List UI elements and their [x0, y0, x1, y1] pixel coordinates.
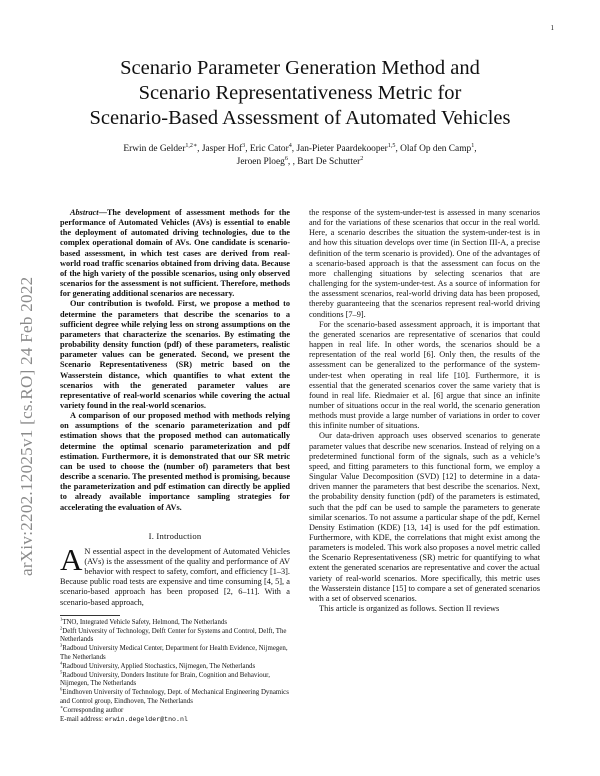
intro-paragraph: A N essential aspect in the development of Automated Vehicles (AVs) is the assessment of the quality and performance of AV behavior with respect to safety, comfort, and efficiency [1–3]. Because public road tests are expensive and time consuming [4, 5], a scenario-based approach has been proposed [2, 6–11]. With a scenario-based approach,	[60, 541, 290, 607]
affiliation: $^1$TNO, Integrated Vehicle Safety, Helmond, The Netherlands	[60, 616, 228, 626]
abstract-paragraph: Abstract—The development of assessment methods for the performance of Automated Vehicles (AVs) is essential to enable the deployment of automated driving technologies, due to the complex operational domain of AVs. One candidate is scenario-based assessment, in which test cases are derived from real-world road traffic scenarios obtained from driving data. Because of the high variety of the possible scenarios, using only observed scenarios for the assessment is not sufficient. Therefore, methods for generating additional scenarios are necessary.	[60, 208, 290, 299]
footnote-rule	[60, 615, 120, 616]
body-paragraph: Our data-driven approach uses observed scenarios to generate parameter values that describe new scenarios. Instead of relying on a predetermined functional form of the signals, such as a vehicle’s speed, and fitting parameters to this functional form, we employ a Singular Value Decomposition (SVD) [12] to determine in a data-driven manner the parameters that best describe the scenarios. Next, the probability density function (pdf) of the parameters is estimated, such that the pdf can be used to sample the parameters to generate similar scenarios. To not assume a particular shape of the pdf, Kernel Density Estimation (KDE) [13, 14] is used for the pdf estimation. Furthermore, with KDE, the correlations that might exist among the parameters is modeled. This work also proposes a novel metric called the Scenario Representativeness (SR) metric for quantifying to what extent the generated scenarios are representative and cover the actual variety of real-world scenarios. More specifically, this metric uses the Wasserstein distance [15] to compare a set of generated scenarios with a set of observed scenarios.	[309, 431, 540, 603]
title-line: Scenario Parameter Generation Method and	[120, 57, 480, 79]
author-list: Erwin de Gelder$^{1,2∗}$, Jasper Hof$^3$, Eric Cator$^4$, Jan-Pieter Paardekooper$^{1,5}$, Olaf Op den Camp$^1$, Jeroen Ploeg$^6$, , Bart De Schutter$^2$	[123, 142, 477, 167]
affiliations	[60, 616, 290, 725]
paper-title	[40, 56, 560, 131]
affiliation: ∗Corresponding author	[60, 704, 124, 714]
page-number: 1	[550, 24, 554, 32]
abstract-label: Abstract	[70, 208, 99, 217]
affiliation: $^2$Delft University of Technology, Delft Center for Systems and Control, Delft, The Netherlands	[60, 625, 287, 644]
author: Jeroen Ploeg$^6$,	[236, 155, 293, 167]
right-column	[309, 208, 540, 614]
title-line: Scenario-Based Assessment of Automated Vehicles	[89, 107, 511, 129]
author: Bart De Schutter$^2$	[297, 155, 364, 167]
left-column	[60, 208, 290, 724]
arxiv-stamp: arXiv:2202.12025v1 [cs.RO] 24 Feb 2022	[17, 276, 36, 576]
affiliation: $^4$Radboud University, Applied Stochastics, Nijmegen, The Netherlands	[60, 660, 256, 670]
author: Erwin de Gelder$^{1,2∗}$,	[123, 142, 202, 154]
abstract-paragraph: A comparison of our proposed method with methods relying on assumptions of the scenario parameterization and pdf estimation shows that the proposed method can automatically determine the optimal scenario parameterization and pdf estimation. Furthermore, it is demonstrated that our SR metric can be used to choose the (number of) parameters that best describe a scenario. The presented method is promising, because the parameterization and pdf estimation can directly be applied to already available importance sampling strategies for accelerating the evaluation of AVs.	[60, 411, 290, 512]
body-paragraph: This article is organized as follows. Section II reviews	[319, 604, 500, 614]
abstract-paragraph: Our contribution is twofold. First, we propose a method to determine the parameters that describe the scenarios to a sufficient degree while relying less on strong assumptions on the parameters that characterize the scenarios. By estimating the probability density function (pdf) of these parameters, realistic parameter values can be generated. Second, we present the Scenario Representativeness (SR) metric based on the Wasserstein distance, which quantifies to what extent the scenarios with the generated parameter values are representative of real-world scenarios while covering the actual variety found in the real-world scenarios.	[60, 299, 290, 410]
author: Olaf Op den Camp$^1$,	[400, 142, 477, 154]
body-paragraph: the response of the system-under-test is assessed in many scenarios and for the variations of these scenarios that occur in the real world. Here, a scenario describes the situation the system-under-test is in and how this situation develops over time (in Section III-A, a precise definition of the term scenario is provided). One of the advantages of a scenario-based approach is that the assessment can focus on the more challenging situations by selecting scenarios that are challenging for the system-under-test. As a source of information for the assessment scenarios, real-world driving data has been proposed, thereby guaranteeing that the scenarios represent real-world driving conditions [7–9].	[309, 208, 540, 319]
abstract	[60, 208, 290, 513]
author: Jasper Hof$^3$,	[201, 142, 250, 154]
email-line: E-mail address: erwin.degelder@tno.nl	[60, 715, 188, 723]
body-paragraph: For the scenario-based assessment approach, it is important that the generated scenarios are representative of scenarios that could happen in real life. In other words, the scenarios should be a representation of the real world [6]. Only then, the results of the assessment can be generalized to the performance of the system-under-test when operating in real life [10]. Furthermore, it is essential that the generated scenarios cover the same variety that is found in real life. Riedmaier et al. [6] argue that since an infinite number of situations occur in the real world, the scenario generation methods must provide a large number of variations in order to cover this infinite number of situations.	[309, 319, 540, 431]
section-heading: I. Introduction	[148, 530, 202, 541]
title-line: Scenario Representativeness Metric for	[138, 82, 462, 104]
affiliation: $^6$Eindhoven University of Technology, Dept. of Mechanical Engineering Dynamics and Control group, Eindhoven, The Netherlands	[60, 686, 289, 705]
drop-cap: A	[60, 541, 83, 577]
affiliation: $^3$Radboud University Medical Center, Department for Health Evidence, Nijmegen, The Netherlands	[60, 642, 288, 661]
author: Eric Cator$^4$,	[249, 142, 297, 154]
email-link[interactable]: erwin.degelder@tno.nl	[104, 715, 188, 723]
author: Jan-Pieter Paardekooper$^{1,5}$,	[296, 142, 401, 154]
affiliation: $^5$Radboud University, Donders Institute for Brain, Cognition and Behaviour, Nijmegen, The Netherlands	[60, 669, 270, 688]
